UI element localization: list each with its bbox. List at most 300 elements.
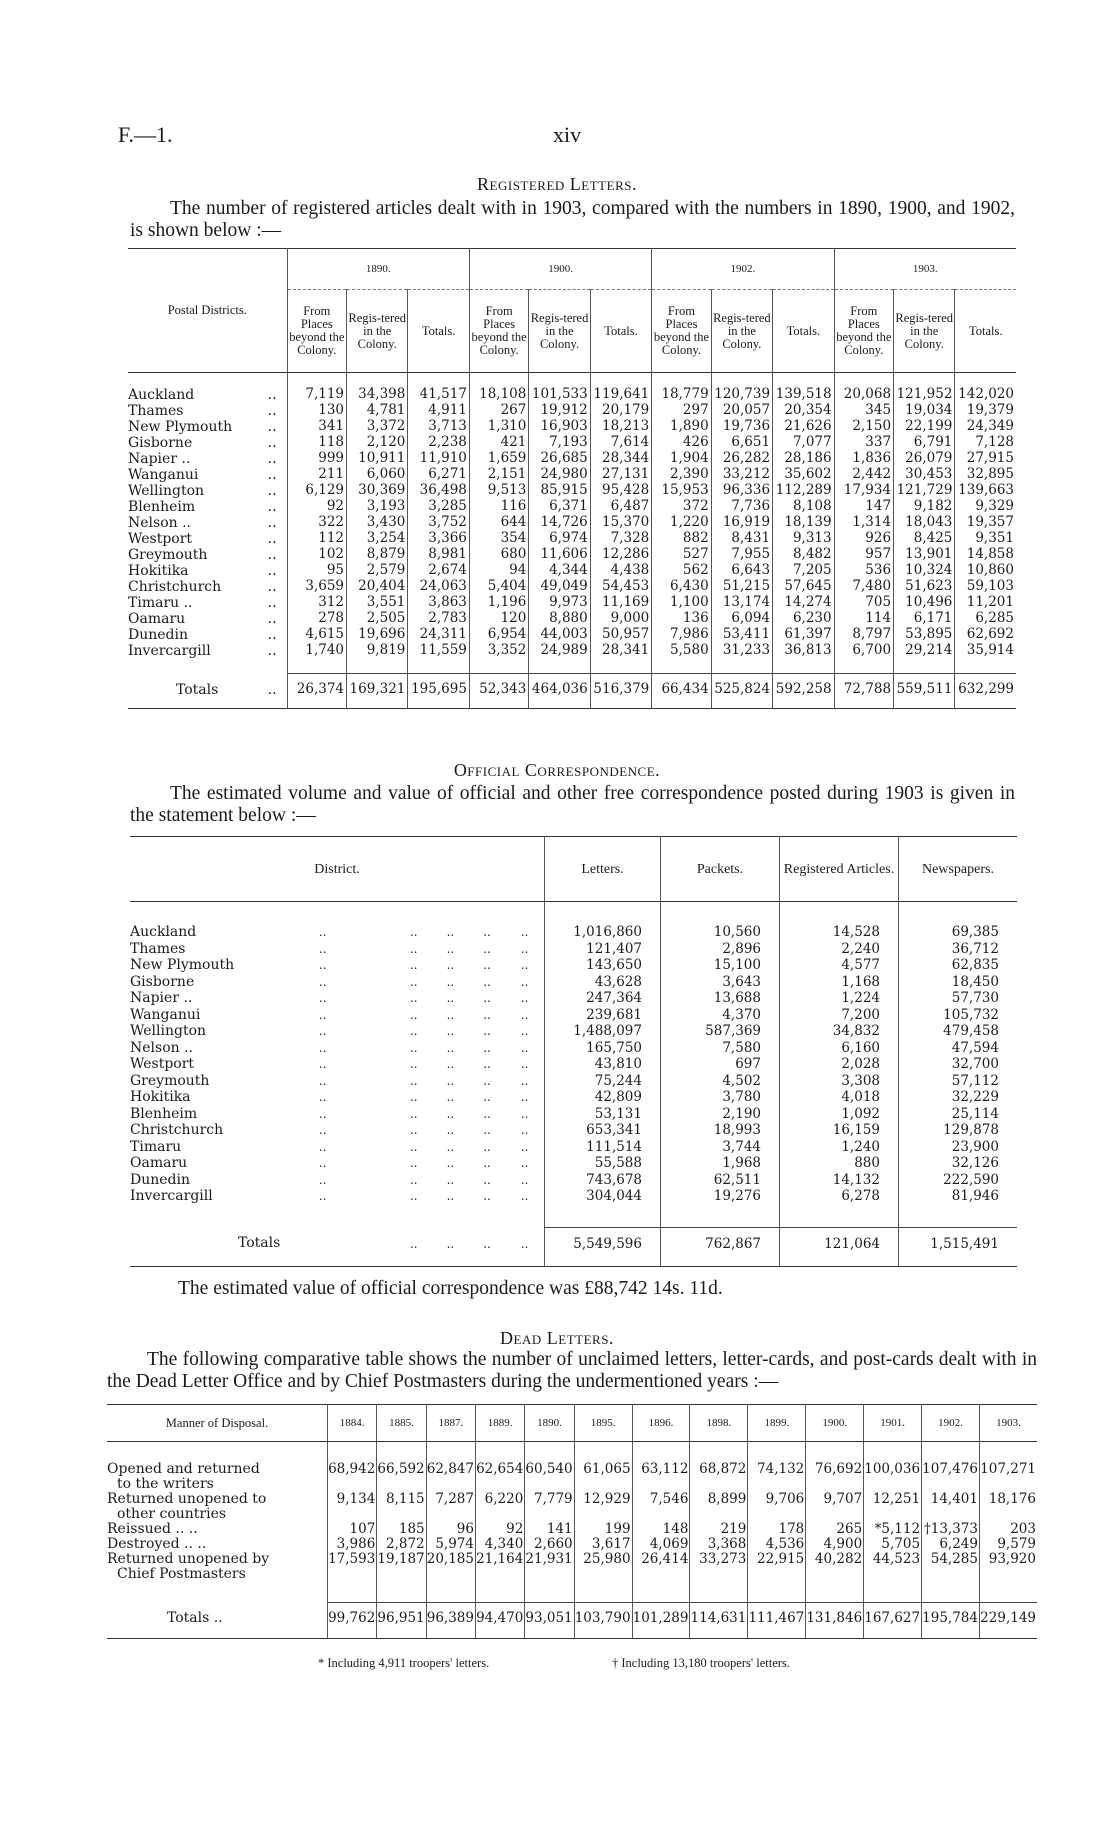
cell-value: 28,341 — [590, 643, 652, 659]
cell-value: 5,974 — [426, 1537, 475, 1552]
cell-value: 22,199 — [894, 419, 955, 435]
cell-value: 5,705 — [864, 1537, 922, 1552]
cell-value: 20,068 — [834, 387, 893, 403]
cell-value: 18,450 — [899, 974, 1018, 991]
cell-value: 130 — [287, 403, 346, 419]
table-row — [128, 467, 1016, 483]
cell-value: 19,187 — [377, 1552, 426, 1582]
table-row — [128, 419, 1016, 435]
letters-header: Letters. — [545, 837, 661, 902]
cell-value: 4,502 — [661, 1073, 780, 1090]
cell-value: 107 — [328, 1522, 377, 1537]
cell-value: 1,092 — [780, 1106, 899, 1123]
district-name: Oamaru .. — [128, 611, 277, 627]
cell-value: 743,678 — [545, 1172, 661, 1189]
cell-value: 9,182 — [894, 499, 955, 515]
cell-value: 18,176 — [979, 1492, 1037, 1522]
column-subheader: From Places beyond the Colony. — [652, 290, 711, 373]
column-subheader: Regis-tered in the Colony. — [529, 290, 590, 373]
cell-value: 107,271 — [979, 1462, 1037, 1492]
cell-value: 54,453 — [590, 579, 652, 595]
cell-value: 93,920 — [979, 1552, 1037, 1582]
table-row — [128, 563, 1016, 579]
cell-value: 297 — [652, 403, 711, 419]
column-subheader: Regis-tered in the Colony. — [347, 290, 408, 373]
district-name: Wellington — [130, 1023, 207, 1039]
cell-value: 121,407 — [545, 941, 661, 958]
table-row — [128, 387, 1016, 403]
page-identifier: F.—1. — [118, 122, 173, 147]
cell-value: 13,688 — [661, 990, 780, 1007]
cell-value: 120 — [469, 611, 528, 627]
cell-value: 10,911 — [347, 451, 408, 467]
cell-value: 14,858 — [955, 547, 1016, 563]
dead-letters-intro: The following comparative table shows the number of unclaimed letters, letter-cards, and post-cards dealt with in the Dead Letter Office and by Chief Postmasters during the undermentioned years :— — [107, 1349, 1037, 1392]
cell-value: 32,126 — [899, 1155, 1018, 1172]
district-name: Gisborne — [130, 973, 195, 990]
cell-value: 7,287 — [426, 1492, 475, 1522]
cell-value: 36,498 — [408, 483, 470, 499]
table-row: New Plymouth .. .. .. .. .. 143,650 15,100 4,577 62,835 — [130, 957, 1017, 974]
table-row: Timaru .. .. .. .. .. 111,514 3,744 1,240 23,900 — [130, 1139, 1017, 1156]
cell-value: 6,285 — [955, 611, 1016, 627]
total-value: 66,434 — [652, 674, 711, 709]
total-value: 26,374 — [287, 674, 346, 709]
cell-value: 8,899 — [690, 1492, 748, 1522]
cell-value: 55,588 — [545, 1155, 661, 1172]
cell-value: 3,744 — [661, 1139, 780, 1156]
cell-value: 3,659 — [287, 579, 346, 595]
cell-value: 1,904 — [652, 451, 711, 467]
cell-value: 102 — [287, 547, 346, 563]
table-row — [128, 579, 1016, 595]
cell-value: 2,120 — [347, 435, 408, 451]
year-header: 1903. — [834, 249, 1016, 290]
table-row — [128, 499, 1016, 515]
cell-value: 372 — [652, 499, 711, 515]
total-value: 516,379 — [590, 674, 652, 709]
disposal-label: Returned unopened by Chief Postmasters — [107, 1551, 270, 1582]
cell-value: 15,953 — [652, 483, 711, 499]
cell-value: 30,369 — [347, 483, 408, 499]
cell-value: 7,986 — [652, 627, 711, 643]
district-name: Westport — [130, 1056, 195, 1072]
cell-value: 20,185 — [426, 1552, 475, 1582]
cell-value: 7,205 — [773, 563, 835, 579]
cell-value: 34,398 — [347, 387, 408, 403]
cell-value: 14,274 — [773, 595, 835, 611]
cell-value: 33,212 — [711, 467, 772, 483]
cell-value: 31,233 — [711, 643, 772, 659]
cell-value: 62,835 — [899, 957, 1018, 974]
cell-value: 4,536 — [748, 1537, 806, 1552]
cell-value: 9,329 — [955, 499, 1016, 515]
cell-value: 57,112 — [899, 1073, 1018, 1090]
year-header: 1902. — [652, 249, 834, 290]
disposal-label: Destroyed .. .. — [107, 1536, 207, 1552]
cell-value: 57,730 — [899, 990, 1018, 1007]
table-row: Dunedin .. .. .. .. .. 743,678 62,511 14,132 222,590 — [130, 1172, 1017, 1189]
cell-value: 43,810 — [545, 1056, 661, 1073]
cell-value: 697 — [661, 1056, 780, 1073]
table-row — [128, 627, 1016, 643]
year-header: 1900. — [469, 249, 651, 290]
cell-value: 53,411 — [711, 627, 772, 643]
cell-value: 3,193 — [347, 499, 408, 515]
cell-value: 957 — [834, 547, 893, 563]
cell-value: 18,108 — [469, 387, 528, 403]
cell-value: 680 — [469, 547, 528, 563]
table-row — [107, 1462, 1037, 1492]
cell-value: 129,878 — [899, 1122, 1018, 1139]
cell-value: 18,779 — [652, 387, 711, 403]
column-subheader: Regis-tered in the Colony. — [894, 290, 955, 373]
cell-value: 9,351 — [955, 531, 1016, 547]
district-name: Timaru — [130, 1138, 182, 1155]
cell-value: 6,371 — [529, 499, 590, 515]
cell-value: 121,952 — [894, 387, 955, 403]
cell-value: 57,645 — [773, 579, 835, 595]
total-value: 99,762 — [328, 1603, 377, 1639]
cell-value: 10,324 — [894, 563, 955, 579]
district-name: Auckland .. — [128, 387, 277, 403]
cell-value: 19,736 — [711, 419, 772, 435]
cell-value: 18,139 — [773, 515, 835, 531]
cell-value: 59,103 — [955, 579, 1016, 595]
district-name: New Plymouth .. — [128, 419, 277, 435]
cell-value: 4,344 — [529, 563, 590, 579]
cell-value: 2,238 — [408, 435, 470, 451]
cell-value: 165,750 — [545, 1040, 661, 1057]
cell-value: 7,779 — [525, 1492, 574, 1522]
total-value: 114,631 — [690, 1603, 748, 1639]
cell-value: 1,100 — [652, 595, 711, 611]
cell-value: 118 — [287, 435, 346, 451]
cell-value: 1,016,860 — [545, 924, 661, 941]
year-header: 1902. — [922, 1405, 980, 1442]
cell-value: 3,551 — [347, 595, 408, 611]
cell-value: 7,193 — [529, 435, 590, 451]
cell-value: 999 — [287, 451, 346, 467]
cell-value: 247,364 — [545, 990, 661, 1007]
cell-value: 121,729 — [894, 483, 955, 499]
district-name: Thames — [130, 940, 186, 957]
district-name: Napier .. — [130, 990, 193, 1006]
totals-label: Totals .. — [167, 1609, 223, 1626]
cell-value: 880 — [780, 1155, 899, 1172]
cell-value: 26,414 — [632, 1552, 690, 1582]
cell-value: 587,369 — [661, 1023, 780, 1040]
cell-value: 141 — [525, 1522, 574, 1537]
cell-value: 1,659 — [469, 451, 528, 467]
cell-value: 1,168 — [780, 974, 899, 991]
cell-value: 3,366 — [408, 531, 470, 547]
cell-value: 19,276 — [661, 1188, 780, 1205]
cell-value: 32,700 — [899, 1056, 1018, 1073]
cell-value: 76,692 — [806, 1462, 864, 1492]
year-header: 1901. — [864, 1405, 922, 1442]
cell-value: 8,115 — [377, 1492, 426, 1522]
cell-value: 15,100 — [661, 957, 780, 974]
cell-value: 44,003 — [529, 627, 590, 643]
district-name: Dunedin — [130, 1171, 190, 1188]
cell-value: 74,132 — [748, 1462, 806, 1492]
district-name: Invercargill — [130, 1188, 213, 1204]
cell-value: 653,341 — [545, 1122, 661, 1139]
table-row: Thames .. .. .. .. .. 121,407 2,896 2,240 36,712 — [130, 941, 1017, 958]
cell-value: 9,000 — [590, 611, 652, 627]
district-name: Hokitika — [130, 1089, 191, 1105]
cell-value: 11,559 — [408, 643, 470, 659]
cell-value: 40,282 — [806, 1552, 864, 1582]
district-name: Wellington .. — [128, 483, 277, 499]
cell-value: 18,993 — [661, 1122, 780, 1139]
totals-label: Totals — [238, 1235, 281, 1252]
cell-value: 3,617 — [574, 1537, 632, 1552]
cell-value: 7,200 — [780, 1007, 899, 1024]
table-row: Gisborne .. .. .. .. .. 43,628 3,643 1,168 18,450 — [130, 974, 1017, 991]
cell-value: 3,254 — [347, 531, 408, 547]
total-value: 72,788 — [834, 674, 893, 709]
total-value: 96,389 — [426, 1603, 475, 1639]
table-row — [107, 1537, 1037, 1552]
cell-value: 5,580 — [652, 643, 711, 659]
cell-value: 26,282 — [711, 451, 772, 467]
cell-value: 2,150 — [834, 419, 893, 435]
cell-value: 6,487 — [590, 499, 652, 515]
cell-value: 3,643 — [661, 974, 780, 991]
cell-value: 7,614 — [590, 435, 652, 451]
cell-value: 26,079 — [894, 451, 955, 467]
cell-value: 147 — [834, 499, 893, 515]
district-name: Thames .. — [128, 403, 277, 419]
year-header: 1903. — [979, 1405, 1037, 1442]
cell-value: 62,654 — [475, 1462, 524, 1492]
cell-value: 3,986 — [328, 1537, 377, 1552]
cell-value: 29,214 — [894, 643, 955, 659]
district-name: Wanganui .. — [128, 467, 277, 483]
cell-value: 112,289 — [773, 483, 835, 499]
district-name: Gisborne .. — [128, 435, 277, 451]
district-name: Westport .. — [128, 531, 277, 547]
cell-value: 6,220 — [475, 1492, 524, 1522]
cell-value: 68,942 — [328, 1462, 377, 1492]
cell-value: 219 — [690, 1522, 748, 1537]
table-row — [128, 531, 1016, 547]
cell-value: 35,602 — [773, 467, 835, 483]
cell-value: 30,453 — [894, 467, 955, 483]
cell-value: 148 — [632, 1522, 690, 1537]
cell-value: 61,397 — [773, 627, 835, 643]
cell-value: 6,171 — [894, 611, 955, 627]
cell-value: 9,313 — [773, 531, 835, 547]
cell-value: 61,065 — [574, 1462, 632, 1492]
cell-value: 92 — [475, 1522, 524, 1537]
totals-row: Totals .. .. .. .. 5,549,596 762,867 121,064 1,515,491 — [130, 1227, 1017, 1267]
cell-value: 69,385 — [899, 924, 1018, 941]
cell-value: 8,880 — [529, 611, 590, 627]
cell-value: 1,314 — [834, 515, 893, 531]
cell-value: 1,310 — [469, 419, 528, 435]
cell-value: 267 — [469, 403, 528, 419]
cell-value: 142,020 — [955, 387, 1016, 403]
cell-value: 107,476 — [922, 1462, 980, 1492]
cell-value: 50,957 — [590, 627, 652, 643]
cell-value: 12,286 — [590, 547, 652, 563]
cell-value: 4,340 — [475, 1537, 524, 1552]
cell-value: 19,357 — [955, 515, 1016, 531]
district-header: District. — [130, 837, 545, 902]
cell-value: 6,278 — [780, 1188, 899, 1205]
cell-value: 24,311 — [408, 627, 470, 643]
cell-value: 6,249 — [922, 1537, 980, 1552]
cell-value: 4,438 — [590, 563, 652, 579]
cell-value: 11,910 — [408, 451, 470, 467]
cell-value: 7,580 — [661, 1040, 780, 1057]
cell-value: 9,819 — [347, 643, 408, 659]
cell-value: 11,606 — [529, 547, 590, 563]
total-value: 559,511 — [894, 674, 955, 709]
total-value: 592,258 — [773, 674, 835, 709]
cell-value: 2,505 — [347, 611, 408, 627]
cell-value: 6,430 — [652, 579, 711, 595]
cell-value: 2,028 — [780, 1056, 899, 1073]
total-value: 1,515,491 — [899, 1227, 1018, 1267]
cell-value: 3,372 — [347, 419, 408, 435]
district-name: Greymouth .. — [128, 547, 277, 563]
cell-value: 3,352 — [469, 643, 528, 659]
newspapers-header: Newspapers. — [899, 837, 1018, 902]
total-value: 121,064 — [780, 1227, 899, 1267]
cell-value: 4,370 — [661, 1007, 780, 1024]
cell-value: 20,354 — [773, 403, 835, 419]
column-subheader: Regis-tered in the Colony. — [711, 290, 772, 373]
cell-value: 345 — [834, 403, 893, 419]
cell-value: 8,797 — [834, 627, 893, 643]
cell-value: 2,872 — [377, 1537, 426, 1552]
cell-value: 11,169 — [590, 595, 652, 611]
cell-value: 4,911 — [408, 403, 470, 419]
cell-value: 9,134 — [328, 1492, 377, 1522]
table-row — [128, 611, 1016, 627]
registered-articles-header: Registered Articles. — [780, 837, 899, 902]
cell-value: 32,895 — [955, 467, 1016, 483]
total-value: 96,951 — [377, 1603, 426, 1639]
cell-value: 81,946 — [899, 1188, 1018, 1205]
cell-value: 17,934 — [834, 483, 893, 499]
disposal-label: Opened and returned to the writers — [107, 1461, 260, 1492]
cell-value: 6,271 — [408, 467, 470, 483]
column-subheader: Totals. — [590, 290, 652, 373]
cell-value: 3,713 — [408, 419, 470, 435]
cell-value: 43,628 — [545, 974, 661, 991]
table-row: Oamaru .. .. .. .. .. 55,588 1,968 880 32,126 — [130, 1155, 1017, 1172]
cell-value: 14,132 — [780, 1172, 899, 1189]
cell-value: 337 — [834, 435, 893, 451]
total-value: 167,627 — [864, 1603, 922, 1639]
cell-value: 112 — [287, 531, 346, 547]
district-name: New Plymouth — [130, 957, 235, 973]
cell-value: 15,370 — [590, 515, 652, 531]
cell-value: 6,129 — [287, 483, 346, 499]
cell-value: 19,034 — [894, 403, 955, 419]
table-row: Greymouth .. .. .. .. .. 75,244 4,502 3,308 57,112 — [130, 1073, 1017, 1090]
year-header: 1899. — [748, 1405, 806, 1442]
cell-value: 42,809 — [545, 1089, 661, 1106]
cell-value: *5,112 — [864, 1522, 922, 1537]
district-name: Blenheim — [130, 1105, 198, 1122]
cell-value: 21,931 — [525, 1552, 574, 1582]
column-subheader: From Places beyond the Colony. — [834, 290, 893, 373]
cell-value: 2,190 — [661, 1106, 780, 1123]
postal-districts-header: Postal Districts. — [128, 249, 287, 373]
cell-value: 239,681 — [545, 1007, 661, 1024]
cell-value: 62,692 — [955, 627, 1016, 643]
cell-value: 7,077 — [773, 435, 835, 451]
table-row — [107, 1492, 1037, 1522]
district-name: Dunedin .. — [128, 627, 277, 643]
total-value: 103,790 — [574, 1603, 632, 1639]
packets-header: Packets. — [661, 837, 780, 902]
cell-value: 54,285 — [922, 1552, 980, 1582]
registered-letters-intro: The number of registered articles dealt with in 1903, compared with the numbers in 1890, 1900, and 1902, is shown below :— — [130, 198, 1015, 241]
cell-value: 17,593 — [328, 1552, 377, 1582]
cell-value: 6,651 — [711, 435, 772, 451]
cell-value: 32,229 — [899, 1089, 1018, 1106]
cell-value: 22,915 — [748, 1552, 806, 1582]
cell-value: 6,791 — [894, 435, 955, 451]
cell-value: 185 — [377, 1522, 426, 1537]
cell-value: 35,914 — [955, 643, 1016, 659]
district-name: Christchurch .. — [128, 579, 277, 595]
table-row — [128, 451, 1016, 467]
cell-value: 222,590 — [899, 1172, 1018, 1189]
cell-value: 7,736 — [711, 499, 772, 515]
cell-value: 6,230 — [773, 611, 835, 627]
cell-value: 341 — [287, 419, 346, 435]
cell-value: 36,712 — [899, 941, 1018, 958]
district-name: Christchurch — [130, 1122, 224, 1138]
cell-value: 96 — [426, 1522, 475, 1537]
total-value: 111,467 — [748, 1603, 806, 1639]
cell-value: 111,514 — [545, 1139, 661, 1156]
cell-value: 44,523 — [864, 1552, 922, 1582]
manner-of-disposal-header: Manner of Disposal. — [107, 1405, 328, 1442]
cell-value: 6,160 — [780, 1040, 899, 1057]
cell-value: 116 — [469, 499, 528, 515]
cell-value: 3,780 — [661, 1089, 780, 1106]
cell-value: 120,739 — [711, 387, 772, 403]
total-value: 464,036 — [529, 674, 590, 709]
district-name: Hokitika .. — [128, 563, 277, 579]
cell-value: 1,196 — [469, 595, 528, 611]
year-header: 1887. — [426, 1405, 475, 1442]
cell-value: 4,781 — [347, 403, 408, 419]
total-value: 94,470 — [475, 1603, 524, 1639]
year-header: 1898. — [690, 1405, 748, 1442]
table-row — [128, 515, 1016, 531]
total-value: 93,051 — [525, 1603, 574, 1639]
table-row: Nelson .. .. .. .. .. .. 165,750 7,580 6,160 47,594 — [130, 1040, 1017, 1057]
cell-value: 1,740 — [287, 643, 346, 659]
cell-value: 36,813 — [773, 643, 835, 659]
cell-value: 8,482 — [773, 547, 835, 563]
cell-value: 7,546 — [632, 1492, 690, 1522]
cell-value: 68,872 — [690, 1462, 748, 1492]
cell-value: 92 — [287, 499, 346, 515]
cell-value: 3,285 — [408, 499, 470, 515]
cell-value: 63,112 — [632, 1462, 690, 1492]
